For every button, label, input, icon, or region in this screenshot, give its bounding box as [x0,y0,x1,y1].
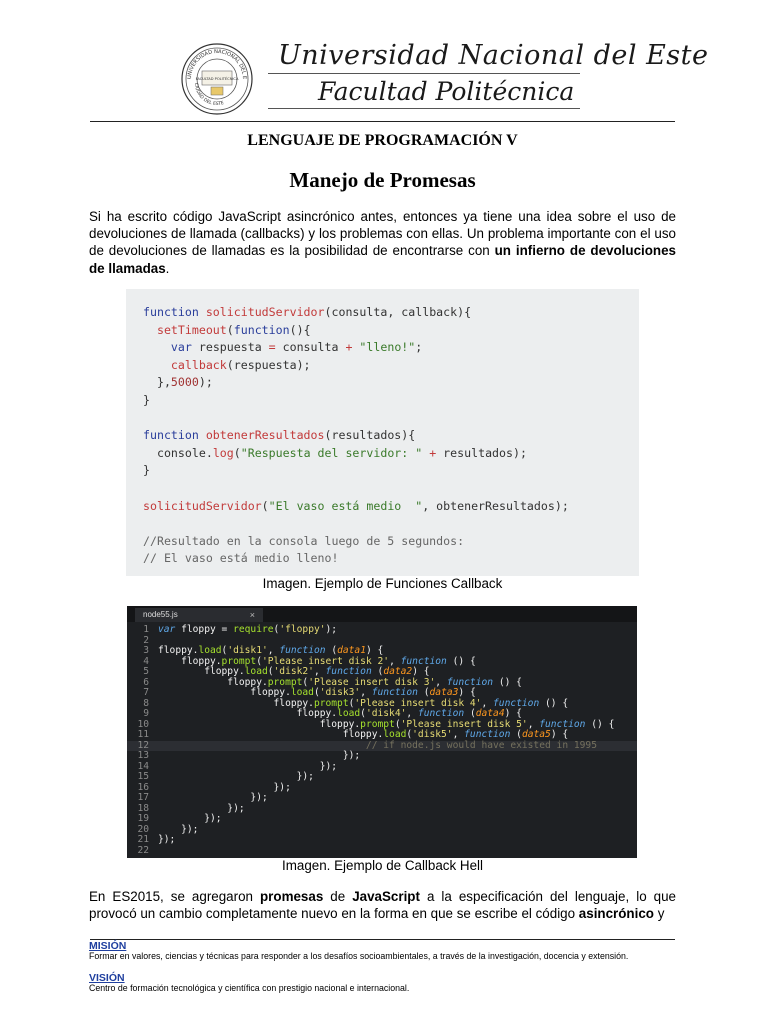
mision-text: Formar en valores, ciencias y técnicas para responder a los desafíos socioambientales, a través de la investigación, docencia y extensión. [89,951,629,961]
university-name: Universidad Nacional del Este [278,40,709,71]
editor-tab [135,608,263,622]
es2015-paragraph: En ES2015, se agregaron promesas de JavaScript a la especificación del lenguaje, lo que provocó un cambio completamente nuevo en la forma en que se escribe el código asincrónico y [89,889,676,922]
editor-code: var floppy = require('floppy'); floppy.load('disk1', function (data1) { floppy.prompt('Please insert disk 2', function () { floppy.load('disk2', function (data2) { floppy.prompt('Please insert disk 3', function () { floppy.load('disk3', function (data3) { floppy.prompt('Please insert disk 4', function () { floppy.load('disk4', function (data4) { floppy.prompt('Please insert disk 5', function () { floppy.load('disk5', function (data5) { // if node.js would have existed in 1995 }); }); }); }); }); }); }); }); }); [158,624,615,845]
mision-heading: MISIÓN [89,940,127,952]
header-rule-lower [268,108,580,109]
editor-tab-label: node55.js [143,610,178,619]
code-listing: function solicitudServidor(consulta, callback){ setTimeout(function(){ var respuesta = consulta + "lleno!"; callback(respuesta); },5000); } function obtenerResultados(resultados){ console.log("Respuesta del servidor: " + resultados); } solicitudServidor("El vaso está medio ", obtenerResultados); //Resultado en la consola luego de 5 segundos: // El vaso está medio lleno! [143,305,569,566]
caption-callback-hell: Imagen. Ejemplo de Callback Hell [282,858,483,873]
footer-divider [90,939,675,940]
line-number-gutter: 1 2 3 4 5 6 7 8 9 10 11 12 13 14 15 16 17 18 19 20 21 22 [137,624,149,856]
header-rule-upper [268,73,580,74]
header-divider [90,121,675,122]
svg-text:CIUDAD DEL ESTE: CIUDAD DEL ESTE [192,82,225,108]
university-seal-logo [181,43,253,115]
callback-code-example [126,289,639,576]
callback-hell-editor [127,606,637,858]
svg-text:FACULTAD POLITÉCNICA: FACULTAD POLITÉCNICA [195,77,239,81]
course-title: LENGUAJE DE PROGRAMACIÓN V [247,132,518,149]
caption-callback-example: Imagen. Ejemplo de Funciones Callback [262,576,503,591]
close-icon: × [249,610,255,620]
vision-text: Centro de formación tecnológica y científica con prestigio nacional e internacional. [89,983,410,993]
svg-text:UNIVERSIDAD NACIONAL DEL ESTE: UNIVERSIDAD NACIONAL DEL E [186,48,248,80]
intro-paragraph: Si ha escrito código JavaScript asincrónico antes, entonces ya tiene una idea sobre el uso de devoluciones de llamada (callbacks) y los problemas con ellas. Un problema importante con el uso de devoluciones de llamadas es la posibilidad de encontrarse con un infierno de devoluciones de llamadas. [89,209,676,276]
page-title: Manejo de Promesas [289,168,476,192]
editor-tab-bar [127,606,637,622]
faculty-name: Facultad Politécnica [318,77,575,106]
vision-heading: VISIÓN [89,972,125,984]
